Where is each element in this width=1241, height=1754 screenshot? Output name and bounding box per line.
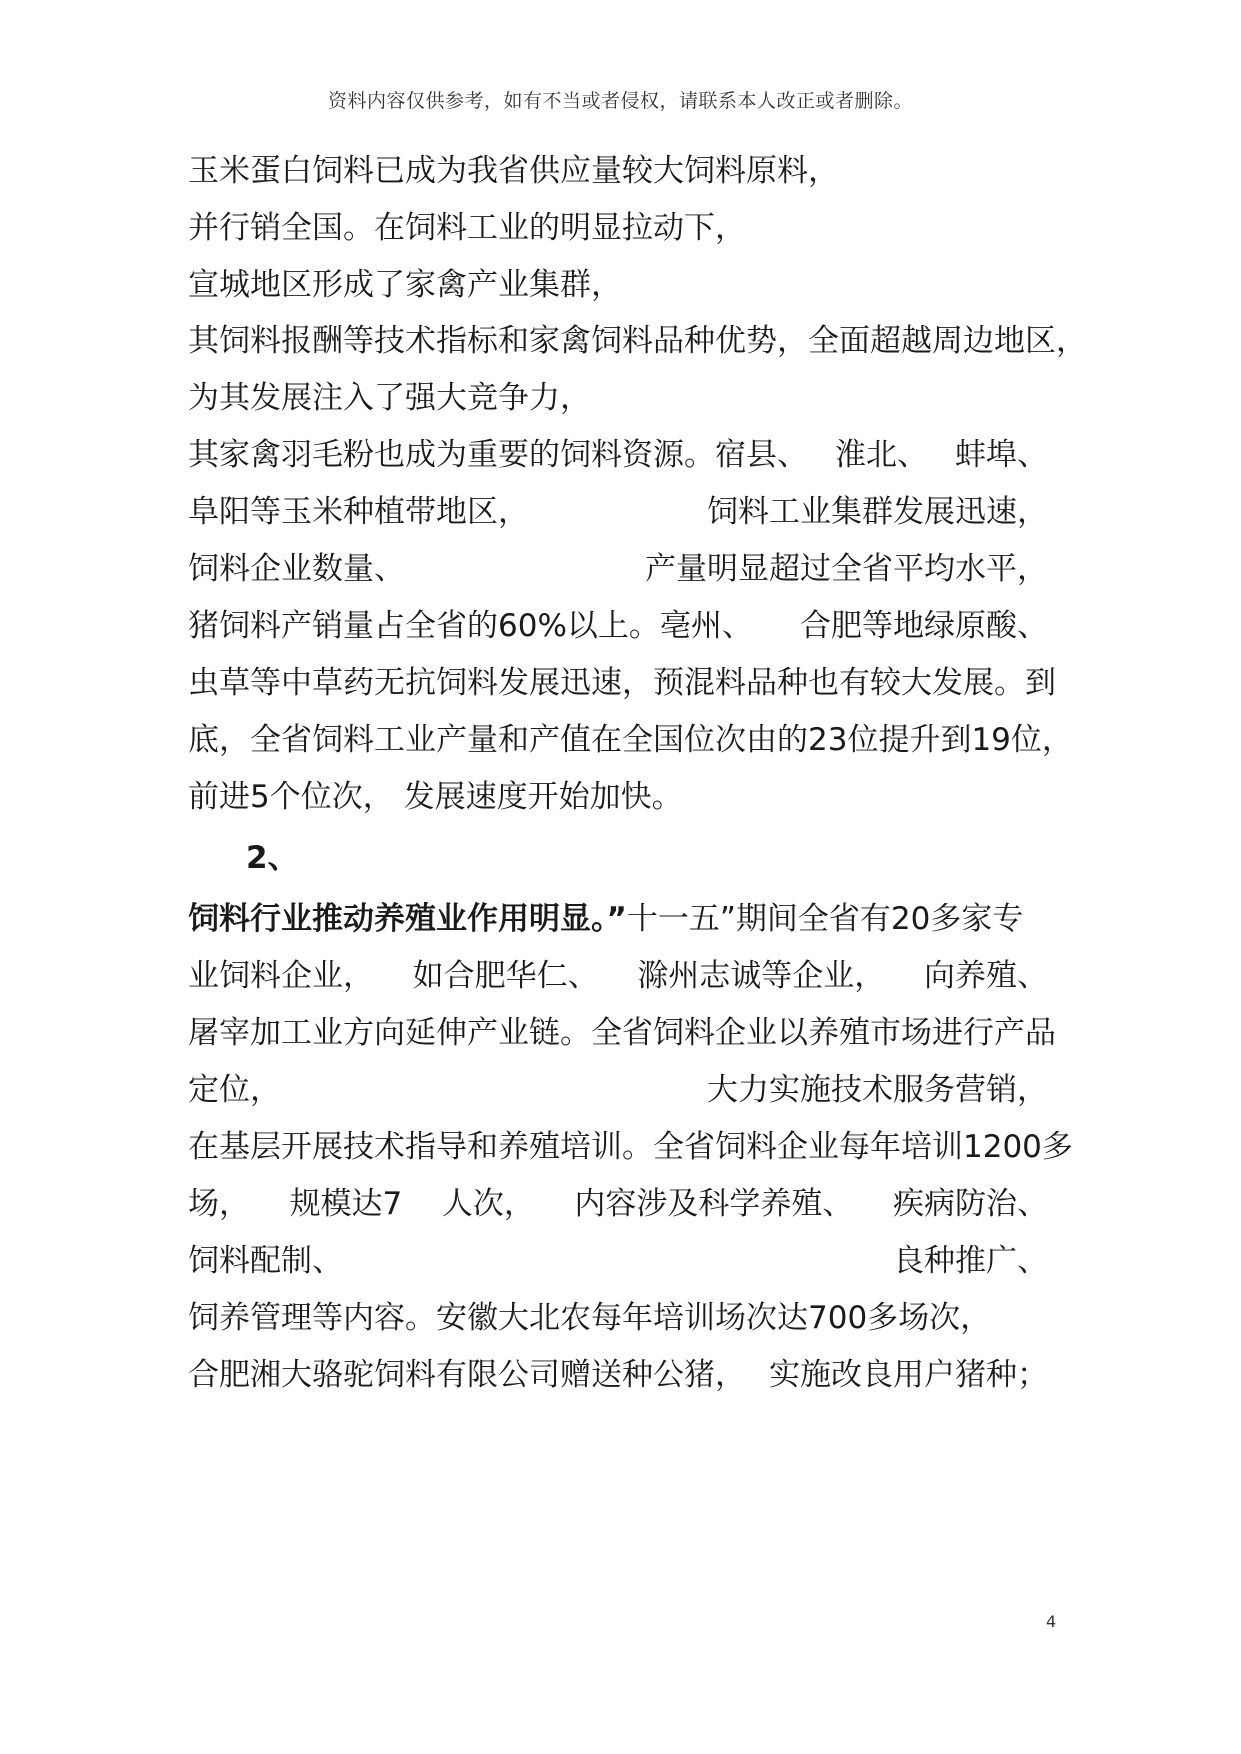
text-segment: 合肥湘大骆驼饲料有限公司赠送种公猪，: [188, 1357, 746, 1393]
text-segment: 全省饲料工业产量和产值在全国位次由: [250, 722, 777, 758]
text-segment: 预混料品种也有较大发展。到: [653, 665, 1056, 701]
text-line: 屠宰加工业方向延伸产业链。全省饲料企业以养殖市场进行产品: [188, 1015, 1056, 1051]
text-line: 宣城地区形成了家禽产业集群，: [188, 267, 622, 303]
text-line: [188, 899, 1023, 939]
text-segment: 阜阳等玉米种植带地区，: [188, 494, 529, 530]
text-segment: 其家禽羽毛粉也成为重要的饲料资源。宿县、: [188, 437, 808, 473]
text-segment: 饲料配制、: [188, 1243, 343, 1279]
text-segment: 的23位提升到19位，: [777, 722, 1073, 758]
text-segment: 疾病防治、: [892, 1186, 1048, 1222]
text-segment: 定位，: [188, 1072, 281, 1108]
text-segment: 业饲料企业，: [188, 958, 374, 994]
text-line: [188, 321, 1087, 361]
text-segment: 规模达7: [289, 1186, 403, 1222]
text-line: [188, 1355, 1048, 1395]
text-line: 前进5个位次， 发展速度开始加快。: [188, 779, 683, 815]
text-line: 为其发展注入了强大竞争力，: [188, 380, 591, 416]
text-line: 在基层开展技术指导和养殖培训。全省饲料企业每年培训1200多: [188, 1129, 1073, 1165]
section-number: 2、: [246, 840, 299, 876]
text-segment: 人次，: [441, 1186, 535, 1222]
text-line: [188, 1070, 1048, 1110]
text-segment: 虫草等中草药无抗饲料发展迅速，: [188, 665, 653, 701]
text-line: [188, 435, 1048, 475]
text-line: [188, 663, 1056, 703]
text-line: [188, 1184, 1048, 1224]
text-segment: 实施改良用户猪种；: [769, 1357, 1048, 1393]
disclaimer-header: 资料内容仅供参考，如有不当或者侵权，请联系本人改正或者删除。: [327, 90, 913, 112]
text-line: [188, 549, 1048, 589]
text-segment: 滁州志诚等企业，: [637, 958, 886, 994]
text-line: [188, 492, 1048, 532]
text-segment: 蚌埠、: [955, 437, 1048, 473]
text-segment: 饲料企业数量、: [188, 551, 405, 587]
text-segment: 良种推广、: [893, 1243, 1048, 1279]
text-segment: 饲料工业集群发展迅速，: [707, 494, 1048, 530]
text-line: [188, 720, 1073, 760]
text-line: [188, 1241, 1048, 1281]
text-segment: 其饲料报酬等技术指标和家禽饲料品种优势，: [188, 323, 808, 359]
text-line: 饲养管理等内容。安徽大北农每年培训场次达700多场次，: [188, 1300, 992, 1336]
section-heading: 饲料行业推动养殖业作用明显。”: [188, 901, 627, 937]
text-segment: 淮北、: [835, 437, 928, 473]
text-segment: 猪饲料产销量占全省的60%以上。亳州、: [188, 608, 753, 644]
text-segment: 底，: [188, 722, 250, 758]
text-segment: 产量明显超过全省平均水平，: [645, 551, 1048, 587]
text-segment: 全面超越周边地区，: [808, 323, 1087, 359]
text-line: 并行销全国。在饲料工业的明显拉动下，: [188, 210, 746, 246]
text-segment: 十一五”期间全省有20多家专: [626, 901, 1024, 937]
text-segment: 合肥等地绿原酸、: [800, 608, 1048, 644]
text-line: 玉米蛋白饲料已成为我省供应量较大饲料原料，: [188, 153, 839, 189]
text-line: [188, 956, 1048, 996]
text-segment: 场，: [188, 1186, 250, 1222]
text-segment: 大力实施技术服务营销，: [707, 1072, 1048, 1108]
page-number: 4: [1046, 1612, 1057, 1631]
text-segment: 如合肥华仁、: [412, 958, 599, 994]
text-segment: 向养殖、: [923, 958, 1048, 994]
text-line: [188, 606, 1048, 646]
text-segment: 内容涉及科学养殖、: [574, 1186, 854, 1222]
